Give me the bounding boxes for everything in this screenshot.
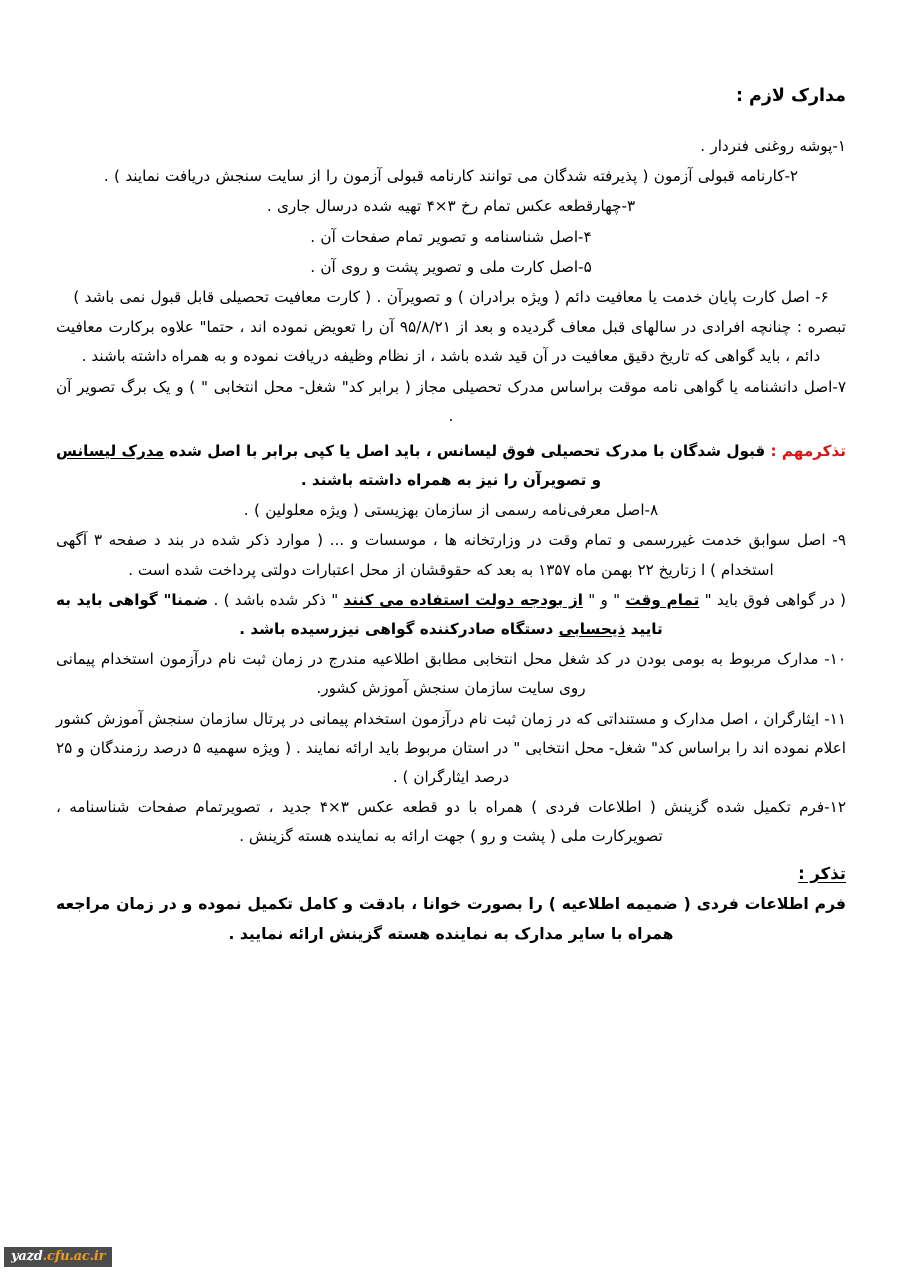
- requirement-item-9-conditions: [56, 586, 846, 644]
- item9-cond-f: ضمنا" گواهی باید به تایید: [56, 590, 663, 638]
- item9-emphasis-accountant: ذیحسابی: [558, 620, 626, 638]
- site-watermark: [4, 1247, 112, 1267]
- final-note-text: فرم اطلاعات فردی ( ضمیمه اطلاعیه ) را بصورت خوانا ، بادقت و کامل تکمیل نموده و در زمان مراجعه همراه با سایر مدارک به نماینده هسته گزینش ارائه نمایید .: [56, 894, 846, 943]
- item9-cond-a: ( در گواهی فوق باید ": [699, 590, 846, 609]
- important-note-emphasis: مدرک لیسانس: [56, 441, 164, 460]
- requirement-item-12: ۱۲-فرم تکمیل شده گزینش ( اطلاعات فردی ) همراه با دو قطعه عکس ۳×۴ جدید ، تصویرتمام صفحات شناسنامه ، تصویرکارت ملی ( پشت و رو ) جهت ارائه به نماینده هسته گزینش .: [56, 798, 846, 846]
- document-body: [56, 86, 846, 949]
- important-note: [56, 437, 846, 495]
- final-note-heading: تذکر :: [798, 863, 846, 883]
- item9-cond-c: " و ": [582, 590, 626, 609]
- requirement-item-3: ۳-چهارقطعه عکس تمام رخ ۳×۴ تهیه شده درسال جاری .: [266, 197, 636, 216]
- requirement-item-8: ۸-اصل معرفی‌نامه رسمی از سازمان بهزیستی ( ویژه معلولین ) .: [243, 501, 659, 520]
- page-title: مدارک لازم :: [735, 86, 846, 106]
- requirement-item-6-note: تبصره : چنانچه افرادی در سالهای قبل معاف گردیده و بعد از ۹۵/۸/۲۱ آن را تعویض نموده اند ، حتما" علاوه برکارت معافیت دائم ، باید گواهی که تاریخ دقیق معافیت در آن قید شده باشد ، از نظام وظیفه دریافت نموده و به همراه داشته باشند .: [56, 318, 846, 366]
- important-note-label: تذکرمهم :: [770, 441, 846, 460]
- requirement-item-7: ۷-اصل دانشنامه یا گواهی نامه موقت براساس مدرک تحصیلی مجاز ( برابر کد" شغل- محل انتخابی " ) و یک برگ تصویر آن .: [56, 377, 846, 425]
- item9-emphasis-state-budget: از بودجه دولت استفاده می کنند: [343, 590, 583, 609]
- requirement-item-5: ۵-اصل کارت ملی و تصویر پشت و روی آن .: [310, 257, 592, 276]
- item9-emphasis-full-time: تمام وقت: [625, 590, 700, 609]
- requirement-item-4: ۴-اصل شناسنامه و تصویر تمام صفحات آن .: [310, 227, 592, 246]
- item9-cond-e: " ذکر شده باشد ) .: [208, 590, 344, 609]
- important-note-text-a: قبول شدگان با مدرک تحصیلی فوق لیسانس ، باید اصل یا کپی برابر با اصل شده: [164, 441, 771, 460]
- requirement-item-2: ۲-کارنامه قبولی آزمون ( پذیرفته شدگان می توانند کارنامه قبولی آزمون را از سایت سنجش دریافت نمایند ) .: [103, 167, 799, 186]
- requirement-item-10: ۱۰- مدارک مربوط به بومی بودن در کد شغل محل انتخابی مطابق اطلاعیه مندرج در زمان ثبت نام درآزمون استخدام پیمانی روی سایت سازمان سنجش آموزش کشور.: [56, 650, 846, 698]
- requirement-item-1: ۱-پوشه روغنی فنردار .: [700, 137, 846, 155]
- important-note-text-c: و تصویرآن را نیز به همراه داشته باشند .: [300, 471, 602, 490]
- watermark-name: yazd: [11, 1249, 43, 1264]
- requirement-item-6: ۶- اصل کارت پایان خدمت یا معافیت دائم ( ویژه برادران ) و تصویرآن . ( کارت معافیت تحصیلی قابل قبول نمی باشد ): [73, 287, 829, 306]
- item9-cond-h: دستگاه صادرکننده گواهی نیزرسیده باشد .: [239, 620, 559, 638]
- requirement-item-11: ۱۱- ایثارگران ، اصل مدارک و مستنداتی که در زمان ثبت نام درآزمون استخدام پیمانی در پرتال سازمان سنجش آموزش کشور اعلام نموده اند را براساس کد" شغل- محل انتخابی " در استان مربوط باید ارائه نمایند . ( ویژه سهمیه ۵ درصد رزمندگان و ۲۵ درصد ایثارگران ) .: [56, 709, 846, 786]
- watermark-domain: .cfu.ac.ir: [42, 1249, 106, 1264]
- requirement-item-9: ۹- اصل سوابق خدمت غیررسمی و تمام وقت در وزارتخانه ها ، موسسات و ... ( موارد ذکر شده در بند د صفحه ۳ آگهی استخدام ) ا زتاریخ ۲۲ بهمن ماه ۱۳۵۷ به بعد که حقوقشان از محل اعتبارات دولتی پرداخت شده است .: [56, 531, 847, 579]
